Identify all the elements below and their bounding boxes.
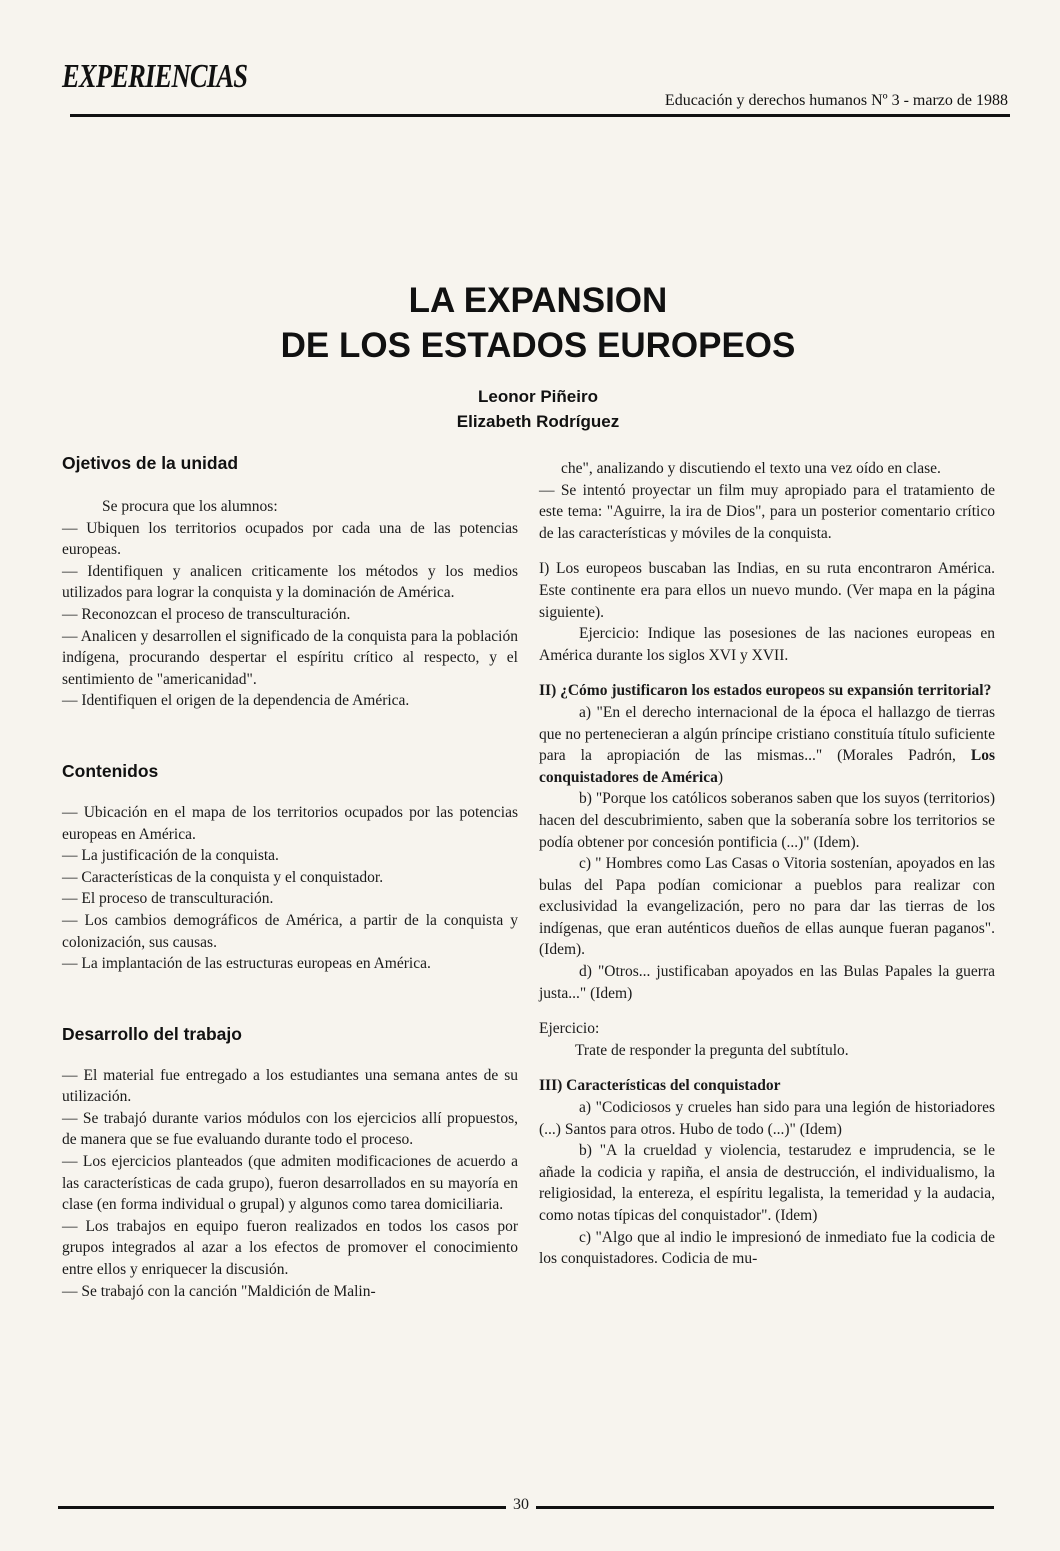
section-1-exercise: Ejercicio: Indique las posesiones de las naciones europeas en América durante los siglos XVI y XVII. (539, 625, 995, 664)
contenido-item: — Características de la conquista y el conquistador. (62, 868, 384, 886)
author-2: Elizabeth Rodríguez (456, 412, 620, 431)
footer-rule-left (58, 1506, 506, 1509)
section-3-item-c: c) "Algo que al indio le impresionó de inmediato fue la codicia de los conquistadores. Codicia de mu- (539, 1228, 995, 1268)
section-2-exercise-text: Trate de responder la pregunta del subtítulo. (575, 1041, 849, 1059)
film-paragraph: — Se intentó proyectar un film muy apropiado para el tratamiento de este tema: "Aguirre, la ira de Dios", para un posterior comentario crítico de las características y móviles de la conquista. (539, 481, 995, 542)
objetivo-item: — Ubiquen los territorios ocupados por cada una de las potencias europeas. (62, 519, 518, 559)
author-1: Leonor Piñeiro (478, 387, 598, 406)
objetivos-intro: Se procura que los alumnos: (102, 498, 278, 515)
issue-line: Educación y derechos humanos Nº 3 - marzo de 1988 (664, 92, 1008, 109)
heading-contenidos: Contenidos (62, 760, 159, 781)
page-number: 30 (513, 1496, 529, 1513)
section-2-item-b: b) "Porque los católicos soberanos saben que los suyos (territorios) hacen del descubrimiento, saben que la soberanía sobre los territorios se podía obtener por concesión pontificia (...)" (Idem). (539, 790, 995, 851)
section-2-item-a (539, 702, 995, 788)
section-3-item-a: a) "Codiciosos y crueles han sido para una legión de historiadores (...) Santos para otros. Hubo de todo (...)" (Idem) (539, 1099, 995, 1138)
section-2-item-a-text: a) "En el derecho internacional de la época el hallazgo de tierras que no pertenecieran a algún príncipe cristiano constituía título suficiente para la apropiación de las mismas..." (Morales Padrón, (539, 703, 995, 765)
section-2-item-d: d) "Otros... justificaban apoyados en las Bulas Papales la guerra justa..." (Idem) (539, 963, 995, 1002)
desarrollo-item: — El material fue entregado a los estudiantes una semana antes de su utilización. (62, 1066, 518, 1106)
desarrollo-item: — Se trabajó durante varios módulos con los ejercicios allí propuestos, de manera que se fue evaluando durante todo el proceso. (62, 1109, 518, 1149)
page-footer (58, 1496, 994, 1520)
article-title (0, 278, 1060, 368)
footer-rule-right (536, 1506, 994, 1509)
authors (0, 384, 1060, 434)
contenido-item: — Los cambios demográficos de América, a partir de la conquista y colonización, sus causas. (62, 911, 518, 951)
objetivo-item: — Reconozcan el proceso de transculturación. (62, 605, 351, 623)
section-2-exercise-label: Ejercicio: (539, 1020, 600, 1038)
book-title: Los conquistadores de América (539, 747, 995, 786)
header-rule (70, 114, 1010, 117)
section-2-item-a-end: ) (717, 768, 723, 786)
left-column (62, 452, 518, 1302)
contenido-item: — El proceso de transculturación. (62, 890, 274, 908)
contenido-item: — La justificación de la conquista. (62, 847, 279, 865)
contenido-item: — Ubicación en el mapa de los territorios ocupados por las potencias europeas en América. (62, 803, 518, 843)
desarrollo-item: — Se trabajó con la canción "Maldición de Malin- (62, 1282, 376, 1300)
objetivo-item: — Identifiquen el origen de la dependencia de América. (62, 692, 410, 710)
heading-desarrollo: Desarrollo del trabajo (62, 1023, 242, 1044)
section-2-item-c: c) " Hombres como Las Casas o Vitoria sostenían, apoyados en las bulas del Papa podían comicionar a pueblos para realizar con exclusividad la evangelización, pero no para dar las tierras de los indígenas, que eran auténticos dueños de ellas aunque fueran paganos". (Idem). (539, 855, 995, 959)
continuation-text: che", analizando y discutiendo el texto una vez oído en clase. (561, 460, 941, 477)
desarrollo-item: — Los trabajos en equipo fueron realizados en todos los casos por grupos integrados al azar a los efectos de promover el conocimiento entre ellos y enriquecer la discusión. (62, 1217, 518, 1279)
section-1-text: I) Los europeos buscaban las Indias, en su ruta encontraron América. Este continente era para ellos un nuevo mundo. (Ver mapa en la página siguiente). (539, 560, 995, 621)
contenido-item: — La implantación de las estructuras europeas en América. (62, 955, 431, 973)
right-column (539, 458, 995, 1270)
page-header (62, 50, 1010, 120)
section-3-heading: III) Características del conquistador (539, 1077, 781, 1095)
objetivo-item: — Identifiquen y analicen criticamente los métodos y los medios utilizados para lograr la conquista y la dominación de América. (62, 562, 518, 602)
desarrollo-item: — Los ejercicios planteados (que admiten modificaciones de acuerdo a las características de cada grupo), fueron desarrollados en su mayoría en clase (en forma individual o grupal) y algunos como tarea domiciliaria. (62, 1153, 518, 1214)
title-line-1: LA EXPANSION (408, 281, 668, 320)
section-logo: EXPERIENCIAS (62, 58, 248, 95)
section-3-item-b: b) "A la crueldad y violencia, testarudez e imprudencia, se le añade la codicia y rapiña, el ansia de destrucción, el individualismo, la religiosidad, la entereza, el espíritu legalista, la temeridad y la audacia, como notas típicas del conquistador". (Idem) (539, 1142, 995, 1224)
title-line-2: DE LOS ESTADOS EUROPEOS (280, 326, 796, 365)
heading-objetivos: Ojetivos de la unidad (62, 453, 239, 473)
section-2-heading: II) ¿Cómo justificaron los estados europeos su expansión territorial? (539, 682, 992, 700)
objetivo-item: — Analicen y desarrollen el significado de la conquista para la población indígena, procurando despertar el espíritu crítico al respecto, y el sentimiento de "americanidad". (62, 627, 518, 688)
